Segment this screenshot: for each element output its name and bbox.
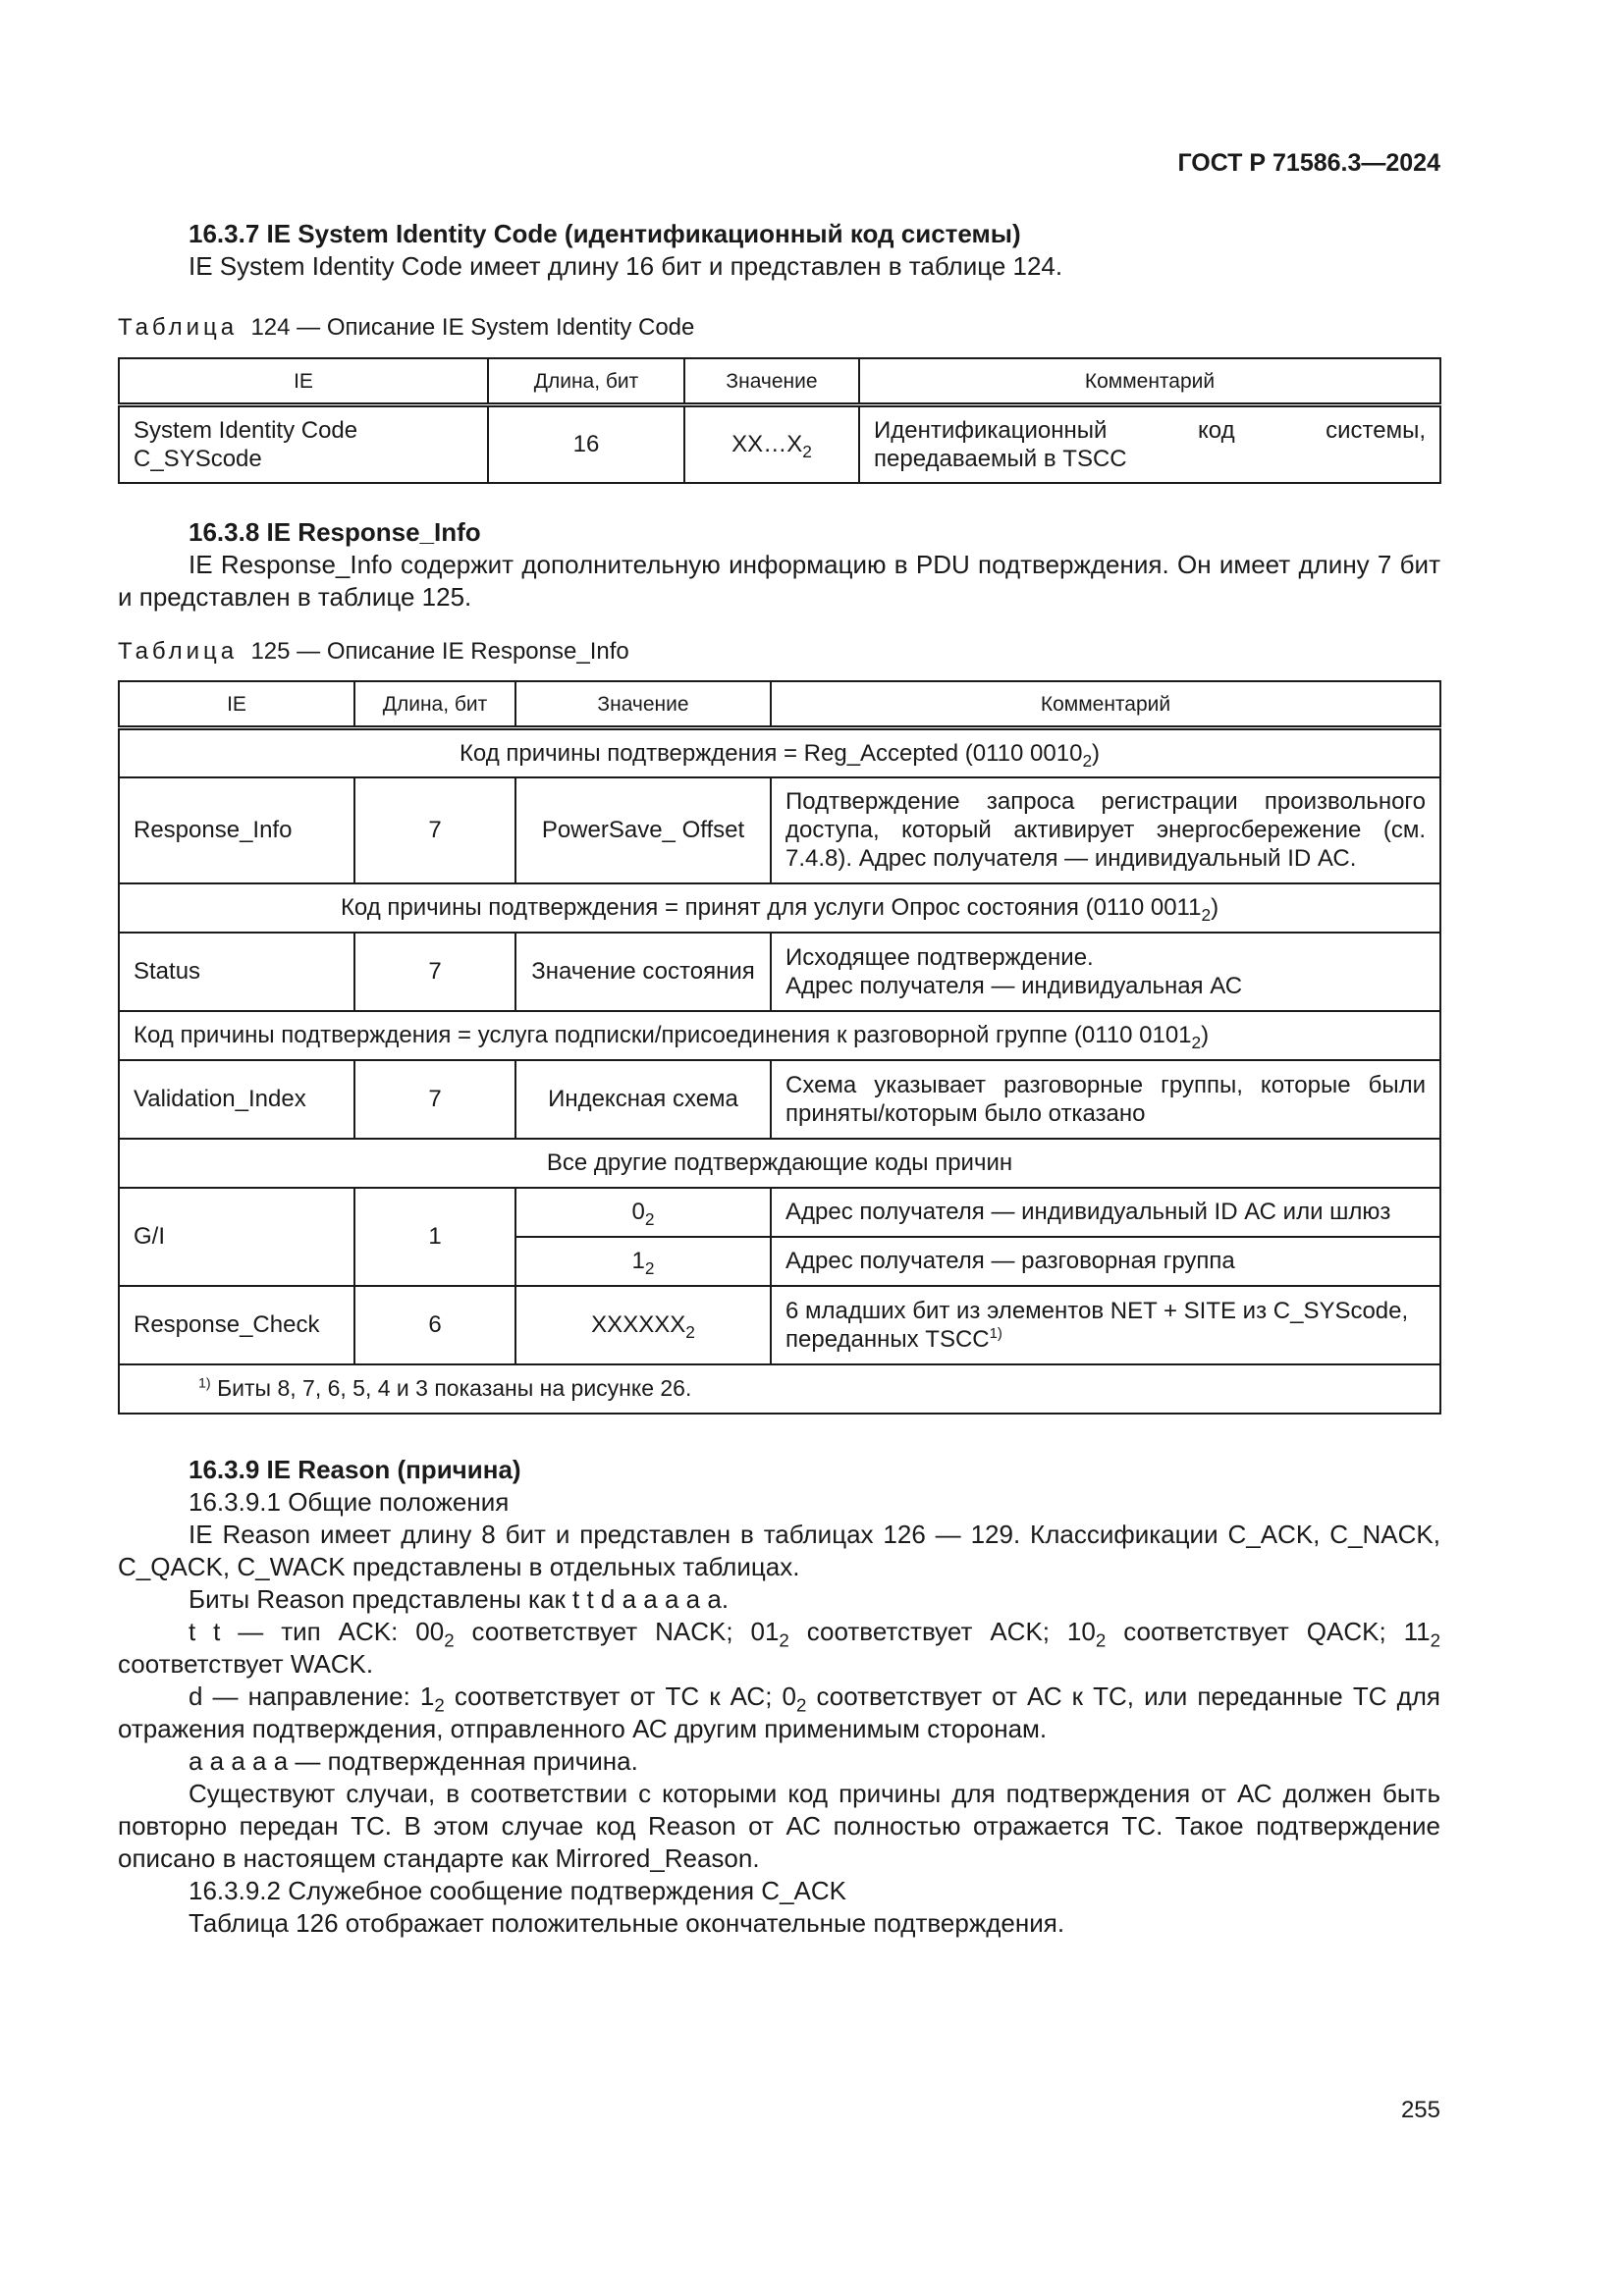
column-header: Комментарий	[771, 681, 1440, 728]
table-span-row	[119, 1011, 1440, 1060]
cell-length: 6	[354, 1286, 515, 1364]
column-header: Значение	[684, 358, 859, 405]
table-row	[119, 1286, 1440, 1364]
cell-comment: Схема указывает разговорные группы, которые были приняты/которым было отказано	[771, 1060, 1440, 1139]
cell-length: 7	[354, 1060, 515, 1139]
caption-word: Таблица	[118, 314, 239, 341]
table-footnote-row	[119, 1364, 1440, 1414]
reason-code-heading: Код причины подтверждения = принят для услуги Опрос состояния (0110 $0011_2$)	[119, 883, 1440, 933]
cell-length: 7	[354, 777, 515, 883]
reason-code-heading: Код причины подтверждения = услуга подписки/присоединения к разговорной группе (0110 $0101_2$)	[119, 1011, 1440, 1060]
table-span-row	[119, 1139, 1440, 1188]
cell-ie: Validation_Index	[119, 1060, 354, 1139]
table-124	[118, 357, 1441, 484]
paragraph: IE Response_Info содержит дополнительную информацию в PDU подтверждения. Он имеет длину 7 бит и представлен в таблице 125.	[118, 550, 1440, 612]
paragraph: IE System Identity Code имеет длину 16 бит и представлен в таблице 124.	[189, 251, 1063, 281]
cell-comment: 6 младших бит из элементов NET + SITE из C_SYScode, переданных TSCC$^{1)}$	[771, 1286, 1440, 1364]
cell-value: $XX\dots X_2$	[684, 405, 859, 483]
caption-text: 124 — Описание IE System Identity Code	[250, 314, 695, 341]
cell-length: 7	[354, 933, 515, 1011]
column-header: Длина, бит	[488, 358, 684, 405]
paragraph: t t — тип ACK: $00_2$ соответствует NACK; $01_2$ соответствует ACK; $10_2$ соответствует QACK; $11_2$ соответствует WACK.	[118, 1617, 1440, 1679]
column-header: Комментарий	[859, 358, 1440, 405]
column-header: IE	[119, 358, 488, 405]
table-124-caption	[118, 314, 694, 342]
paragraph: Биты Reason представлены как t t d a a a a a.	[189, 1584, 730, 1614]
cell-comment: Адрес получателя — разговорная группа	[771, 1237, 1440, 1286]
cell-comment: Идентификационный код системы, передаваемый в TSCC	[859, 405, 1440, 483]
section-title: 16.3.8 IE Response_Info	[189, 517, 481, 547]
page-number: 255	[1400, 2097, 1440, 2123]
cell-ie: G/I	[119, 1188, 354, 1286]
table-span-row	[119, 728, 1440, 777]
column-header: IE	[119, 681, 354, 728]
table-header-row	[119, 681, 1440, 728]
section-16-3-9	[118, 1454, 1440, 1940]
paragraph: a a a a a — подтвержденная причина.	[189, 1746, 638, 1776]
table-row	[119, 1060, 1440, 1139]
caption-word: Таблица	[118, 638, 239, 665]
column-header: Длина, бит	[354, 681, 515, 728]
table-row	[119, 405, 1440, 483]
paragraph: Существуют случаи, в соответствии с которыми код причины для подтверждения от АС должен быть повторно передан ТС. В этом случае код Reason от АС полностью отражается ТС. Такое подтверждение описано в настоящем стандарте как Mirrored_Reason.	[118, 1779, 1440, 1873]
table-footnote: $^{1)}$ Биты 8, 7, 6, 5, 4 и 3 показаны на рисунке 26.	[119, 1364, 1440, 1414]
table-125	[118, 680, 1441, 1415]
reason-code-heading: Код причины подтверждения = Reg_Accepted (0110 $0010_2$)	[119, 728, 1440, 777]
section-16-3-7	[118, 218, 1440, 283]
table-125-caption	[118, 638, 629, 666]
cell-length: 16	[488, 405, 684, 483]
cell-value: PowerSave_ Offset	[515, 777, 771, 883]
table-span-row	[119, 883, 1440, 933]
cell-comment: Адрес получателя — индивидуальный ID АС или шлюз	[771, 1188, 1440, 1237]
section-title: 16.3.7 IE System Identity Code (идентификационный код системы)	[189, 219, 1021, 248]
cell-comment: Подтверждение запроса регистрации произвольного доступа, который активирует энергосбережение (см. 7.4.8). Адрес получателя — индивидуальный ID АС.	[771, 777, 1440, 883]
standard-header: ГОСТ Р 71586.3—2024	[1177, 149, 1440, 177]
table-row	[119, 1188, 1440, 1237]
paragraph: Таблица 126 отображает положительные окончательные подтверждения.	[189, 1908, 1065, 1938]
cell-ie: System Identity Code C_SYScode	[119, 405, 488, 483]
paragraph: d — направление: $1_2$ соответствует от ТС к АС; $0_2$ соответствует от АС к ТС, или переданные ТС для отражения подтверждения, отправленного АС другим применимым сторонам.	[118, 1682, 1441, 1743]
caption-text: 125 — Описание IE Response_Info	[250, 638, 629, 665]
section-title: 16.3.9 IE Reason (причина)	[189, 1455, 521, 1484]
paragraph: 16.3.9.2 Служебное сообщение подтверждения C_ACK	[189, 1876, 847, 1905]
paragraph: IE Reason имеет длину 8 бит и представлен в таблицах 126 — 129. Классификации C_ACK, C_NACK, C_QACK, C_WACK представлены в отдельных таблицах.	[118, 1520, 1440, 1581]
cell-length: 1	[354, 1188, 515, 1286]
cell-ie: Response_Check	[119, 1286, 354, 1364]
paragraph: 16.3.9.1 Общие положения	[189, 1487, 510, 1517]
table-row	[119, 933, 1440, 1011]
cell-ie: Response_Info	[119, 777, 354, 883]
cell-value: Индексная схема	[515, 1060, 771, 1139]
table-header-row	[119, 358, 1440, 405]
table-row	[119, 777, 1440, 883]
cell-ie: Status	[119, 933, 354, 1011]
cell-value: $0_2$	[515, 1188, 771, 1237]
cell-value: Значение состояния	[515, 933, 771, 1011]
section-16-3-8	[118, 516, 1440, 614]
reason-code-heading: Все другие подтверждающие коды причин	[119, 1139, 1440, 1188]
column-header: Значение	[515, 681, 771, 728]
cell-comment: Исходящее подтверждение. Адрес получателя — индивидуальная АС	[771, 933, 1440, 1011]
cell-value: $1_2$	[515, 1237, 771, 1286]
cell-value: $XXXXXX_2$	[515, 1286, 771, 1364]
